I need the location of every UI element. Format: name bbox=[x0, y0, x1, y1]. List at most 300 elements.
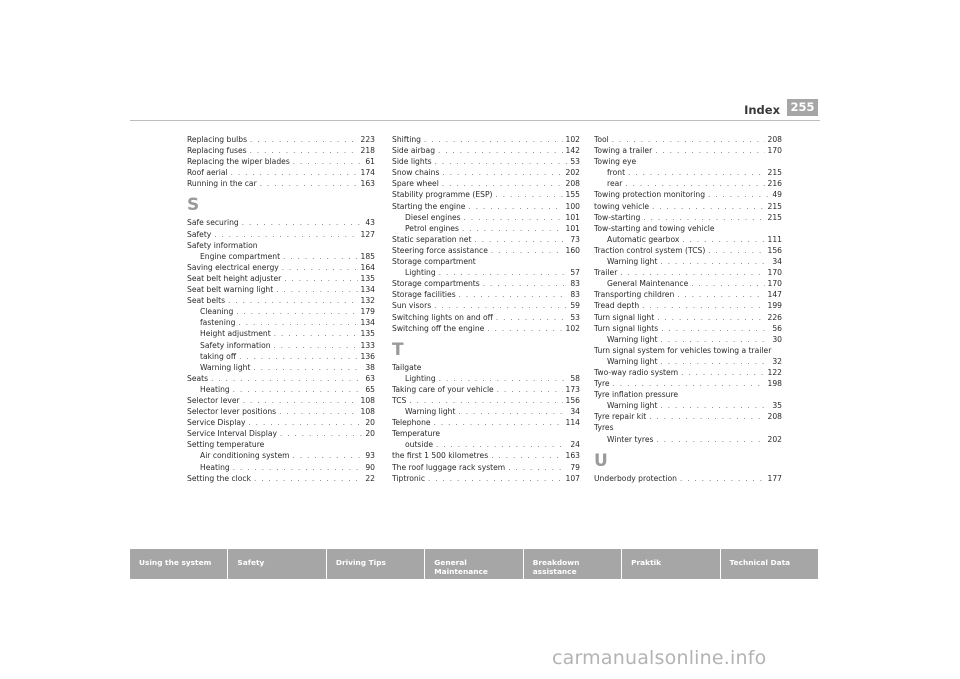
entry-page-number: 208 bbox=[565, 179, 580, 189]
entry-page-number: 73 bbox=[570, 234, 580, 244]
entry-term: Saving electrical energy bbox=[187, 262, 279, 272]
dot-leader bbox=[682, 235, 764, 245]
index-subentry[interactable] bbox=[187, 450, 375, 461]
entry-term: Tyre repair kit bbox=[594, 412, 647, 422]
entry-term: fastening bbox=[200, 318, 236, 328]
entry-term: Taking care of your vehicle bbox=[392, 384, 494, 394]
entry-page-number: 100 bbox=[565, 201, 580, 211]
entry-term: Turn signal system for vehicles towing a trailer bbox=[594, 345, 772, 355]
entry-page-number: 43 bbox=[365, 218, 375, 228]
entry-page-number: 20 bbox=[365, 418, 375, 428]
section-letter: U bbox=[594, 450, 608, 471]
dot-leader bbox=[458, 407, 567, 417]
section-tab-bar bbox=[130, 549, 818, 579]
index-subentry[interactable] bbox=[187, 251, 375, 262]
entry-page-number: 24 bbox=[570, 440, 580, 450]
entry-page-number: 164 bbox=[360, 262, 375, 272]
entry-term: Seat belts bbox=[187, 296, 226, 306]
entry-term: Seat belt height adjuster bbox=[187, 273, 282, 283]
dot-leader bbox=[436, 440, 567, 450]
page-title: Index bbox=[744, 103, 780, 117]
dot-leader bbox=[660, 401, 769, 411]
index-subentry[interactable] bbox=[187, 351, 375, 362]
entry-term: Replacing fuses bbox=[187, 146, 247, 156]
entry-page-number: 136 bbox=[360, 351, 375, 361]
index-entry[interactable] bbox=[594, 389, 782, 400]
entry-page-number: 134 bbox=[360, 285, 375, 295]
entry-term: Height adjustment bbox=[200, 329, 271, 339]
index-entry[interactable] bbox=[392, 189, 580, 200]
index-entry[interactable] bbox=[392, 145, 580, 156]
entry-term: Warning light bbox=[200, 362, 251, 372]
index-entry[interactable] bbox=[187, 262, 375, 273]
index-entry[interactable] bbox=[392, 178, 580, 189]
header-divider bbox=[130, 120, 820, 121]
index-entry[interactable] bbox=[187, 417, 375, 428]
entry-page-number: 135 bbox=[360, 329, 375, 339]
index-subentry[interactable] bbox=[392, 267, 580, 278]
entry-page-number: 59 bbox=[570, 301, 580, 311]
entry-page-number: 198 bbox=[767, 379, 782, 389]
entry-term: taking off bbox=[200, 351, 237, 361]
entry-term: Tow-starting and towing vehicle bbox=[594, 223, 715, 233]
index-entry[interactable] bbox=[392, 167, 580, 178]
index-entry[interactable] bbox=[392, 450, 580, 461]
dot-leader bbox=[248, 418, 362, 428]
entry-term: Safety information bbox=[187, 240, 258, 250]
entry-page-number: 156 bbox=[767, 245, 782, 255]
entry-term: Switching off the engine bbox=[392, 323, 485, 333]
index-entry[interactable] bbox=[594, 156, 782, 167]
entry-page-number: 61 bbox=[365, 157, 375, 167]
dot-leader bbox=[496, 190, 563, 200]
index-entry[interactable] bbox=[392, 278, 580, 289]
dot-leader bbox=[474, 235, 567, 245]
entry-term: Warning light bbox=[607, 356, 658, 366]
dot-leader bbox=[228, 296, 357, 306]
entry-page-number: 147 bbox=[767, 290, 782, 300]
entry-page-number: 35 bbox=[772, 401, 782, 411]
index-entry[interactable] bbox=[187, 428, 375, 439]
index-entry[interactable] bbox=[392, 300, 580, 311]
entry-page-number: 108 bbox=[360, 395, 375, 405]
dot-leader bbox=[236, 307, 357, 317]
dot-leader bbox=[253, 363, 362, 373]
entry-page-number: 53 bbox=[570, 157, 580, 167]
dot-leader bbox=[680, 474, 765, 484]
index-entry[interactable] bbox=[594, 473, 782, 484]
dot-leader bbox=[434, 301, 567, 311]
entry-term: Traction control system (TCS) bbox=[594, 245, 706, 255]
index-subentry[interactable] bbox=[594, 178, 782, 189]
page-number: 255 bbox=[787, 99, 818, 116]
tab-praktik[interactable]: Praktik bbox=[622, 549, 720, 579]
entry-term: Tyre bbox=[594, 379, 610, 389]
entry-term: Seat belt warning light bbox=[187, 285, 274, 295]
entry-page-number: 49 bbox=[772, 190, 782, 200]
entry-term: Spare wheel bbox=[392, 179, 439, 189]
index-entry[interactable] bbox=[187, 240, 375, 251]
entry-page-number: 177 bbox=[767, 473, 782, 483]
index-entry[interactable] bbox=[187, 284, 375, 295]
dot-leader bbox=[660, 257, 769, 267]
entry-page-number: 133 bbox=[360, 340, 375, 350]
index-entry[interactable] bbox=[392, 201, 580, 212]
entry-term: Storage compartments bbox=[392, 279, 480, 289]
entry-term: Selector lever positions bbox=[187, 407, 277, 417]
dot-leader bbox=[439, 268, 568, 278]
index-entry[interactable] bbox=[594, 411, 782, 422]
entry-term: Warning light bbox=[607, 257, 658, 267]
entry-term: Tiptronic bbox=[392, 473, 426, 483]
dot-leader bbox=[250, 146, 358, 156]
index-entry[interactable] bbox=[594, 367, 782, 378]
index-column-1 bbox=[187, 134, 375, 484]
index-subentry[interactable] bbox=[594, 278, 782, 289]
entry-term: Side lights bbox=[392, 157, 432, 167]
entry-page-number: 83 bbox=[570, 290, 580, 300]
entry-term: Tread depth bbox=[594, 301, 640, 311]
entry-term: Temperature bbox=[392, 429, 441, 439]
index-entry[interactable] bbox=[392, 395, 580, 406]
dot-leader bbox=[214, 230, 357, 240]
index-entry[interactable] bbox=[392, 384, 580, 395]
watermark: carmanualsonline.info bbox=[552, 647, 767, 669]
entry-term: Turn signal lights bbox=[594, 323, 659, 333]
dot-leader bbox=[293, 157, 363, 167]
entry-term: General Maintenance bbox=[607, 279, 689, 289]
entry-page-number: 101 bbox=[565, 223, 580, 233]
entry-term: Turn signal light bbox=[594, 312, 655, 322]
entry-page-number: 163 bbox=[360, 179, 375, 189]
index-entry[interactable] bbox=[392, 234, 580, 245]
entry-page-number: 185 bbox=[360, 251, 375, 261]
entry-term: Tow-starting bbox=[594, 212, 641, 222]
entry-term: Safe securing bbox=[187, 218, 239, 228]
index-entry[interactable] bbox=[594, 223, 782, 234]
entry-page-number: 58 bbox=[570, 373, 580, 383]
entry-page-number: 142 bbox=[565, 146, 580, 156]
entry-page-number: 215 bbox=[767, 201, 782, 211]
entry-term: Replacing bulbs bbox=[187, 135, 248, 144]
tab-using-the-system[interactable]: Using the system bbox=[130, 549, 228, 579]
dot-leader bbox=[496, 313, 567, 323]
entry-term: Safety bbox=[187, 229, 212, 239]
entry-term: Lighting bbox=[405, 373, 436, 383]
dot-leader bbox=[643, 213, 764, 223]
dot-leader bbox=[628, 168, 764, 178]
entry-term: Selector lever bbox=[187, 395, 240, 405]
tab-general-maintenance[interactable]: General Maintenance bbox=[425, 549, 523, 579]
dot-leader bbox=[612, 135, 765, 145]
index-entry[interactable] bbox=[392, 312, 580, 323]
entry-term: Telephone bbox=[392, 418, 431, 428]
entry-term: Tailgate bbox=[392, 362, 422, 372]
index-entry[interactable] bbox=[392, 462, 580, 473]
index-subentry[interactable] bbox=[187, 340, 375, 351]
entry-term: Setting the clock bbox=[187, 473, 251, 483]
dot-leader bbox=[239, 352, 357, 362]
entry-page-number: 215 bbox=[767, 212, 782, 222]
dot-leader bbox=[464, 213, 563, 223]
index-subentry[interactable] bbox=[187, 328, 375, 339]
index-subentry[interactable] bbox=[187, 462, 375, 473]
index-entry[interactable] bbox=[392, 323, 580, 334]
index-entry[interactable] bbox=[392, 428, 580, 439]
index-subentry[interactable] bbox=[594, 334, 782, 345]
index-entry[interactable] bbox=[594, 134, 782, 145]
entry-term: Heating bbox=[200, 384, 230, 394]
index-subentry[interactable] bbox=[594, 234, 782, 245]
entry-term: Transporting children bbox=[594, 290, 675, 300]
index-entry[interactable] bbox=[187, 145, 375, 156]
index-entry[interactable] bbox=[187, 229, 375, 240]
entry-term: Switching lights on and off bbox=[392, 312, 493, 322]
index-subentry[interactable] bbox=[392, 406, 580, 417]
entry-term: Lighting bbox=[405, 268, 436, 278]
index-entry[interactable] bbox=[187, 373, 375, 384]
index-entry[interactable] bbox=[392, 289, 580, 300]
entry-term: Underbody protection bbox=[594, 473, 677, 483]
index-entry[interactable] bbox=[187, 273, 375, 284]
dot-leader bbox=[260, 179, 358, 189]
index-entry[interactable] bbox=[594, 189, 782, 200]
dot-leader bbox=[284, 274, 357, 284]
index-subentry[interactable] bbox=[594, 256, 782, 267]
entry-page-number: 57 bbox=[570, 268, 580, 278]
entry-term: Side airbag bbox=[392, 146, 436, 156]
entry-page-number: 156 bbox=[565, 395, 580, 405]
entry-page-number: 170 bbox=[767, 146, 782, 156]
entry-term: Service Display bbox=[187, 418, 246, 428]
index-entry[interactable] bbox=[594, 323, 782, 334]
dot-leader bbox=[625, 179, 764, 189]
dot-leader bbox=[660, 357, 769, 367]
dot-leader bbox=[681, 368, 764, 378]
index-entry[interactable] bbox=[187, 217, 375, 228]
index-entry[interactable] bbox=[187, 473, 375, 484]
index-subentry[interactable] bbox=[187, 362, 375, 373]
dot-leader bbox=[657, 435, 765, 445]
entry-term: rear bbox=[607, 179, 623, 189]
dot-leader bbox=[231, 168, 358, 178]
index-entry[interactable] bbox=[594, 145, 782, 156]
index-entry[interactable] bbox=[594, 267, 782, 278]
entry-page-number: 111 bbox=[767, 234, 782, 244]
dot-leader bbox=[283, 252, 357, 262]
index-column-2 bbox=[392, 134, 580, 484]
entry-page-number: 114 bbox=[565, 418, 580, 428]
entry-term: Warning light bbox=[405, 407, 456, 417]
dot-leader bbox=[468, 202, 562, 212]
index-subentry[interactable] bbox=[187, 384, 375, 395]
entry-page-number: 107 bbox=[565, 473, 580, 483]
entry-term: Towing eye bbox=[594, 157, 637, 167]
entry-page-number: 218 bbox=[360, 146, 375, 156]
dot-leader bbox=[438, 146, 562, 156]
dot-leader bbox=[442, 179, 563, 189]
dot-leader bbox=[491, 451, 562, 461]
entry-term: front bbox=[607, 168, 626, 178]
entry-page-number: 202 bbox=[565, 168, 580, 178]
entry-page-number: 122 bbox=[767, 367, 782, 377]
entry-term: outside bbox=[405, 440, 433, 450]
dot-leader bbox=[293, 451, 363, 461]
index-entry[interactable] bbox=[187, 156, 375, 167]
entry-page-number: 90 bbox=[365, 462, 375, 472]
entry-page-number: 215 bbox=[767, 168, 782, 178]
index-entry[interactable] bbox=[187, 295, 375, 306]
entry-term: Air conditioning system bbox=[200, 451, 290, 461]
dot-leader bbox=[660, 335, 769, 345]
index-entry[interactable] bbox=[594, 300, 782, 311]
index-entry[interactable] bbox=[392, 417, 580, 428]
entry-page-number: 208 bbox=[767, 135, 782, 144]
dot-leader bbox=[233, 463, 363, 473]
entry-term: Petrol engines bbox=[405, 223, 459, 233]
entry-term: Service Interval Display bbox=[187, 429, 277, 439]
index-entry[interactable] bbox=[594, 289, 782, 300]
index-subentry[interactable] bbox=[187, 306, 375, 317]
entry-term: Storage compartment bbox=[392, 257, 476, 267]
index-entry[interactable] bbox=[392, 134, 580, 145]
dot-leader bbox=[250, 135, 357, 145]
tab-safety[interactable]: Safety bbox=[228, 549, 326, 579]
entry-page-number: 134 bbox=[360, 318, 375, 328]
entry-page-number: 127 bbox=[360, 229, 375, 239]
index-entry[interactable] bbox=[594, 345, 782, 356]
index-subentry[interactable] bbox=[392, 212, 580, 223]
entry-page-number: 38 bbox=[365, 362, 375, 372]
entry-term: Stability programme (ESP) bbox=[392, 190, 493, 200]
entry-term: Storage facilities bbox=[392, 290, 456, 300]
entry-term: Running in the car bbox=[187, 179, 257, 189]
index-entry[interactable] bbox=[187, 439, 375, 450]
entry-page-number: 216 bbox=[767, 179, 782, 189]
index-entry[interactable] bbox=[392, 156, 580, 167]
index-entry[interactable] bbox=[392, 473, 580, 484]
entry-term: the first 1 500 kilometres bbox=[392, 451, 489, 461]
dot-leader bbox=[276, 285, 357, 295]
entry-term: Snow chains bbox=[392, 168, 440, 178]
index-subentry[interactable] bbox=[594, 434, 782, 445]
dot-leader bbox=[613, 379, 765, 389]
entry-term: Sun visors bbox=[392, 301, 432, 311]
section-letter: T bbox=[392, 339, 404, 360]
index-entry[interactable] bbox=[594, 312, 782, 323]
entry-page-number: 173 bbox=[565, 384, 580, 394]
entry-page-number: 132 bbox=[360, 296, 375, 306]
entry-page-number: 79 bbox=[570, 462, 580, 472]
dot-leader bbox=[243, 396, 358, 406]
entry-page-number: 226 bbox=[767, 312, 782, 322]
dot-leader bbox=[459, 290, 568, 300]
dot-leader bbox=[657, 313, 764, 323]
tab-driving-tips[interactable]: Driving Tips bbox=[327, 549, 425, 579]
index-subentry[interactable] bbox=[594, 356, 782, 367]
index-entry[interactable] bbox=[187, 406, 375, 417]
entry-term: Starting the engine bbox=[392, 201, 466, 211]
index-entry[interactable] bbox=[594, 212, 782, 223]
dot-leader bbox=[642, 301, 764, 311]
entry-term: Automatic gearbox bbox=[607, 234, 680, 244]
index-entry[interactable] bbox=[594, 378, 782, 389]
entry-page-number: 170 bbox=[767, 268, 782, 278]
dot-leader bbox=[442, 168, 562, 178]
entry-page-number: 208 bbox=[767, 412, 782, 422]
index-entry[interactable] bbox=[594, 245, 782, 256]
entry-page-number: 102 bbox=[565, 135, 580, 144]
dot-leader bbox=[487, 324, 562, 334]
entry-page-number: 93 bbox=[365, 451, 375, 461]
dot-leader bbox=[435, 157, 568, 167]
dot-leader bbox=[652, 202, 764, 212]
dot-leader bbox=[274, 329, 358, 339]
dot-leader bbox=[497, 385, 563, 395]
index-entry[interactable] bbox=[594, 422, 782, 433]
index-entry[interactable] bbox=[187, 178, 375, 189]
dot-leader bbox=[279, 407, 357, 417]
tab-technical-data[interactable]: Technical Data bbox=[729, 558, 791, 567]
entry-term: Two-way radio system bbox=[594, 367, 679, 377]
entry-page-number: 174 bbox=[360, 168, 375, 178]
index-entry[interactable] bbox=[187, 134, 375, 145]
entry-term: Cleaning bbox=[200, 307, 234, 317]
index-subentry[interactable] bbox=[594, 400, 782, 411]
index-subentry[interactable] bbox=[392, 223, 580, 234]
entry-page-number: 160 bbox=[565, 245, 580, 255]
index-subentry[interactable] bbox=[594, 167, 782, 178]
entry-page-number: 155 bbox=[565, 190, 580, 200]
entry-term: towing vehicle bbox=[594, 201, 650, 211]
dot-leader bbox=[708, 190, 769, 200]
entry-term: Roof aerial bbox=[187, 168, 228, 178]
entry-term: Steering force assistance bbox=[392, 245, 488, 255]
index-entry[interactable] bbox=[392, 245, 580, 256]
entry-page-number: 56 bbox=[772, 323, 782, 333]
entry-page-number: 135 bbox=[360, 273, 375, 283]
index-entry[interactable] bbox=[187, 167, 375, 178]
entry-term: Seats bbox=[187, 373, 209, 383]
dot-leader bbox=[439, 374, 568, 384]
index-entry[interactable] bbox=[392, 362, 580, 373]
index-subentry[interactable] bbox=[392, 439, 580, 450]
entry-page-number: 65 bbox=[365, 384, 375, 394]
dot-leader bbox=[691, 279, 764, 289]
index-subentry[interactable] bbox=[392, 373, 580, 384]
dot-leader bbox=[239, 318, 358, 328]
entry-page-number: 223 bbox=[360, 135, 375, 144]
dot-leader bbox=[620, 268, 764, 278]
index-entry[interactable] bbox=[187, 395, 375, 406]
entry-term: Trailer bbox=[594, 268, 618, 278]
dot-leader bbox=[708, 246, 764, 256]
index-entry[interactable] bbox=[392, 256, 580, 267]
tab-breakdown-assistance[interactable]: Breakdown assistance bbox=[524, 549, 622, 579]
entry-page-number: 53 bbox=[570, 312, 580, 322]
entry-term: The roof luggage rack system bbox=[392, 462, 506, 472]
entry-term: Diesel engines bbox=[405, 212, 461, 222]
entry-page-number: 199 bbox=[767, 301, 782, 311]
entry-page-number: 34 bbox=[772, 257, 782, 267]
dot-leader bbox=[211, 374, 362, 384]
index-entry[interactable] bbox=[594, 201, 782, 212]
index-subentry[interactable] bbox=[187, 317, 375, 328]
dot-leader bbox=[409, 396, 562, 406]
entry-term: Warning light bbox=[607, 401, 658, 411]
entry-term: Replacing the wiper blades bbox=[187, 157, 290, 167]
entry-page-number: 163 bbox=[565, 451, 580, 461]
